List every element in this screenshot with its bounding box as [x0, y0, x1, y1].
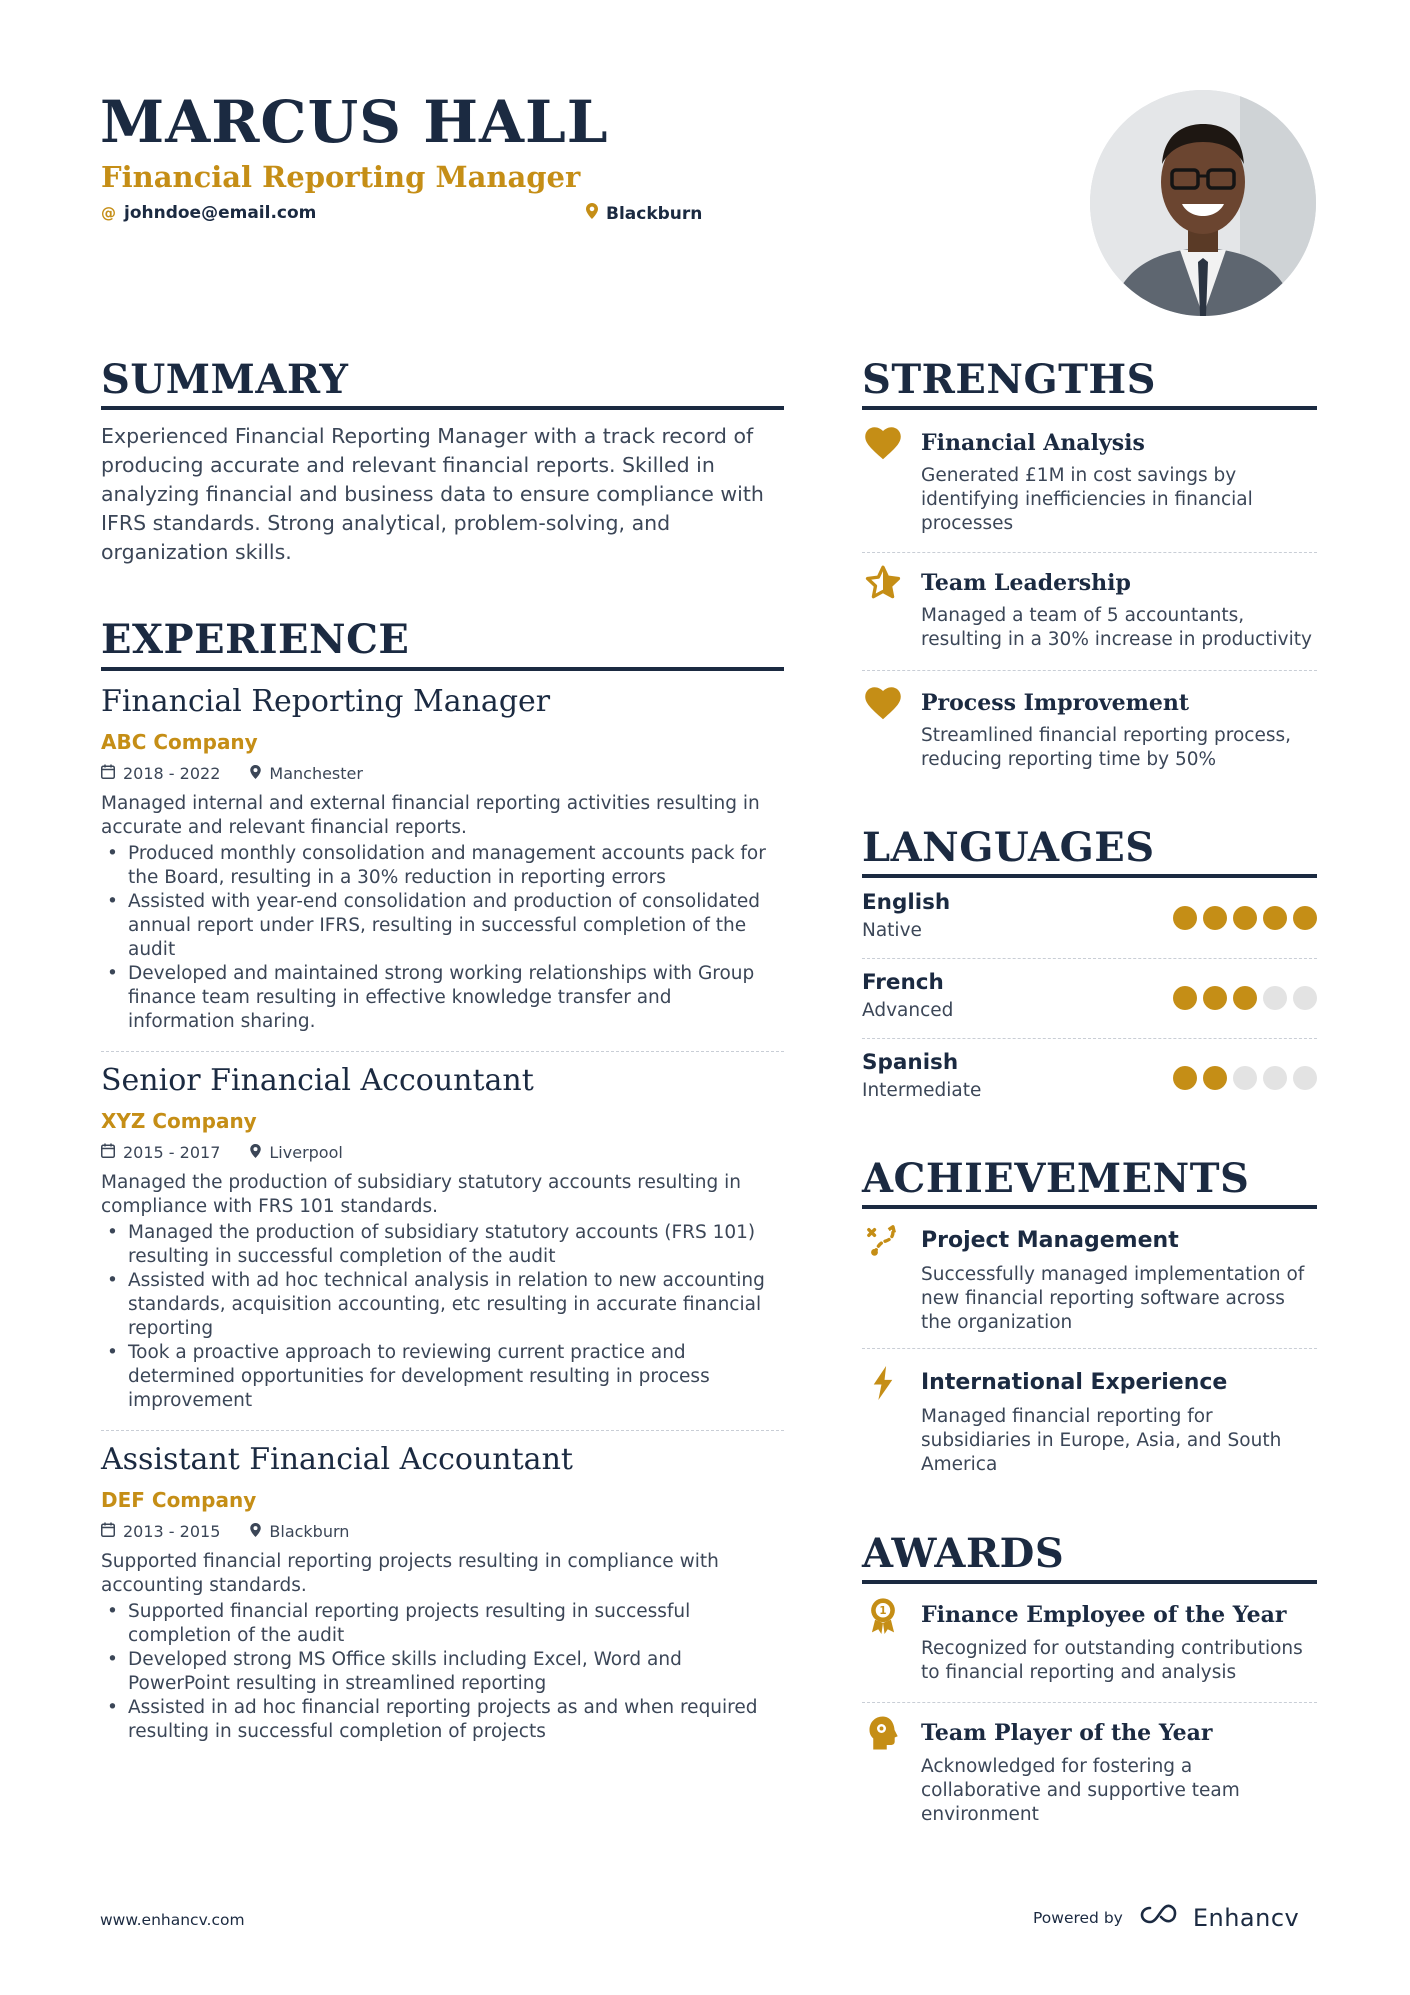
language-item	[862, 1050, 1317, 1120]
rating-dot-empty	[1293, 986, 1317, 1010]
company-name: DEF Company	[101, 1488, 257, 1512]
award-title: Team Player of the Year	[921, 1720, 1213, 1746]
summary-heading: SUMMARY	[101, 356, 349, 403]
svg-text:1: 1	[879, 1604, 887, 1617]
job-divider	[101, 1051, 784, 1052]
job-bullet: • Developed strong MS Office skills including Excel, Word and PowerPoint resulting in streamlined reporting	[101, 1648, 784, 1696]
job-entry	[101, 1059, 784, 1429]
strength-description: Generated £1M in cost savings by identifying inefficiencies in financial processes	[921, 465, 1253, 534]
job-title: Senior Financial Accountant	[101, 1063, 534, 1098]
rating-dot-filled	[1173, 906, 1197, 930]
job-bullet: • Developed and maintained strong working relationships with Group finance team resulting in effective knowledge transfer and information sharing.	[101, 962, 784, 1034]
job-bullet: • Supported financial reporting projects resulting in successful completion of the audit	[101, 1600, 784, 1648]
rating-dot-empty	[1263, 986, 1287, 1010]
achievement-description: Successfully managed implementation of new financial reporting software across the organization	[921, 1264, 1305, 1333]
enhancv-logo-text: Enhancv	[1192, 1904, 1300, 1932]
achievement-title: International Experience	[921, 1370, 1228, 1395]
strength-divider	[862, 552, 1317, 553]
job-location: Blackburn	[269, 1522, 350, 1541]
job-bullets	[101, 1600, 784, 1744]
language-name: French	[862, 970, 944, 995]
rating-dot-filled	[1203, 1066, 1227, 1090]
rating-dot-empty	[1293, 1066, 1317, 1090]
strength-title: Team Leadership	[921, 570, 1131, 596]
location-pin-icon	[250, 1144, 261, 1162]
job-bullet: • Took a proactive approach to reviewing current practice and determined opportunities for development resulting in process improvement	[101, 1341, 784, 1413]
language-rating	[1173, 906, 1317, 930]
rating-dot-filled	[1173, 1066, 1197, 1090]
achievement-description: Managed financial reporting for subsidiaries in Europe, Asia, and South America	[921, 1406, 1282, 1475]
strength-item	[862, 682, 1317, 782]
email-contact[interactable]	[101, 203, 316, 223]
language-item	[862, 890, 1317, 960]
calendar-icon	[101, 1522, 115, 1541]
language-rating	[1173, 986, 1317, 1010]
award-description: Acknowledged for fostering a collaborative and supportive team environment	[921, 1756, 1240, 1825]
job-divider	[101, 1430, 784, 1431]
rating-dot-filled	[1233, 986, 1257, 1010]
job-location: Liverpool	[269, 1143, 343, 1162]
job-dates: 2018 - 2022	[123, 764, 221, 783]
languages-heading: LANGUAGES	[862, 824, 1155, 871]
summary-rule	[101, 406, 784, 410]
language-name: English	[862, 890, 951, 915]
lightning-icon	[862, 1364, 904, 1402]
job-title: Financial Reporting Manager	[101, 684, 551, 719]
job-title: Assistant Financial Accountant	[101, 1442, 573, 1477]
enhancv-logo-icon	[1139, 1904, 1185, 1932]
language-level: Intermediate	[862, 1080, 982, 1101]
heart-icon	[862, 684, 904, 722]
award-description: Recognized for outstanding contributions to financial reporting and analysis	[921, 1638, 1303, 1683]
heart-icon	[862, 424, 904, 462]
languages-rule	[862, 874, 1317, 878]
job-location: Manchester	[269, 764, 363, 783]
achievement-title: Project Management	[921, 1228, 1179, 1253]
job-description: Managed internal and external financial reporting activities resulting in accurate and relevant financial reports.	[101, 793, 760, 838]
achievements-rule	[862, 1205, 1317, 1209]
email-text: johndoe@email.com	[124, 203, 317, 223]
route-icon	[862, 1222, 904, 1260]
strengths-rule	[862, 406, 1317, 410]
job-bullet: • Assisted with ad hoc technical analysis in relation to new accounting standards, acquisition accounting, etc resulting in accurate financial reporting	[101, 1269, 784, 1341]
location-pin-icon	[586, 203, 598, 224]
awards-rule	[862, 1580, 1317, 1584]
job-entry	[101, 680, 784, 1050]
strength-item	[862, 564, 1317, 668]
candidate-role: Financial Reporting Manager	[101, 160, 581, 194]
website-link[interactable]: www.enhancv.com	[100, 1911, 245, 1929]
enhancv-logo	[1139, 1904, 1299, 1932]
rating-dot-filled	[1263, 906, 1287, 930]
location-text: Blackburn	[606, 203, 703, 224]
candidate-name: MARCUS HALL	[100, 88, 609, 156]
job-bullets	[101, 842, 784, 1034]
achievements-heading: ACHIEVEMENTS	[862, 1155, 1250, 1202]
language-item	[862, 970, 1317, 1040]
rating-dot-empty	[1233, 1066, 1257, 1090]
star-icon	[862, 564, 904, 602]
summary-text: Experienced Financial Reporting Manager with a track record of producing accurate and relevant financial reports. Skilled in analyzing financial and business data to ensure compliance with IFRS standards. Strong analytical, problem-solving, and organization skills.	[101, 424, 764, 564]
job-bullet: • Assisted with year-end consolidation and production of consolidated annual report under IFRS, resulting in successful completion of the audit	[101, 890, 784, 962]
strength-divider	[862, 670, 1317, 671]
achievement-divider	[862, 1348, 1317, 1349]
award-item	[862, 1596, 1317, 1700]
award-title: Finance Employee of the Year	[921, 1602, 1287, 1628]
language-level: Advanced	[862, 1000, 954, 1021]
language-name: Spanish	[862, 1050, 959, 1075]
job-bullets	[101, 1221, 784, 1413]
location-pin-icon	[250, 765, 261, 783]
language-divider	[862, 958, 1317, 959]
job-bullet: • Produced monthly consolidation and management accounts pack for the Board, resulting in a 30% reduction in reporting errors	[101, 842, 784, 890]
rating-dot-empty	[1263, 1066, 1287, 1090]
job-meta	[101, 764, 363, 783]
rating-dot-filled	[1173, 986, 1197, 1010]
awards-heading: AWARDS	[862, 1530, 1065, 1577]
strength-title: Financial Analysis	[921, 430, 1145, 456]
head-icon	[862, 1714, 904, 1752]
job-bullet: • Managed the production of subsidiary statutory accounts (FRS 101) resulting in successful completion of the audit	[101, 1221, 784, 1269]
job-dates: 2013 - 2015	[123, 1522, 221, 1541]
language-divider	[862, 1038, 1317, 1039]
job-meta	[101, 1143, 343, 1162]
location-contact	[586, 203, 702, 224]
strengths-heading: STRENGTHS	[862, 356, 1157, 403]
strength-title: Process Improvement	[921, 690, 1190, 716]
company-name: XYZ Company	[101, 1109, 257, 1133]
medal-icon	[862, 1596, 904, 1634]
award-item	[862, 1714, 1317, 1830]
strength-description: Managed a team of 5 accountants, resulting in a 30% increase in productivity	[921, 605, 1312, 650]
job-description: Managed the production of subsidiary statutory accounts resulting in compliance with FRS 101 standards.	[101, 1172, 741, 1217]
location-pin-icon	[250, 1523, 261, 1541]
job-entry	[101, 1438, 784, 1758]
experience-rule	[101, 667, 784, 671]
at-sign-icon: @	[101, 204, 116, 222]
award-divider	[862, 1702, 1317, 1703]
language-rating	[1173, 1066, 1317, 1090]
strength-description: Streamlined financial reporting process, reducing reporting time by 50%	[921, 725, 1292, 770]
language-level: Native	[862, 920, 922, 941]
job-description: Supported financial reporting projects resulting in compliance with accounting standards.	[101, 1551, 719, 1596]
powered-by-label: Powered by	[1033, 1909, 1123, 1927]
rating-dot-filled	[1203, 906, 1227, 930]
job-dates: 2015 - 2017	[123, 1143, 221, 1162]
calendar-icon	[101, 1143, 115, 1162]
company-name: ABC Company	[101, 730, 258, 754]
achievement-item	[862, 1364, 1317, 1474]
strength-item	[862, 422, 1317, 552]
powered-by[interactable]	[1033, 1904, 1299, 1932]
job-meta	[101, 1522, 349, 1541]
profile-photo	[1090, 90, 1316, 316]
rating-dot-filled	[1203, 986, 1227, 1010]
job-bullet: • Assisted in ad hoc financial reporting projects as and when required resulting in successful completion of projects	[101, 1696, 784, 1744]
achievement-item	[862, 1222, 1317, 1348]
rating-dot-filled	[1233, 906, 1257, 930]
calendar-icon	[101, 764, 115, 783]
rating-dot-filled	[1293, 906, 1317, 930]
experience-heading: EXPERIENCE	[101, 616, 410, 663]
